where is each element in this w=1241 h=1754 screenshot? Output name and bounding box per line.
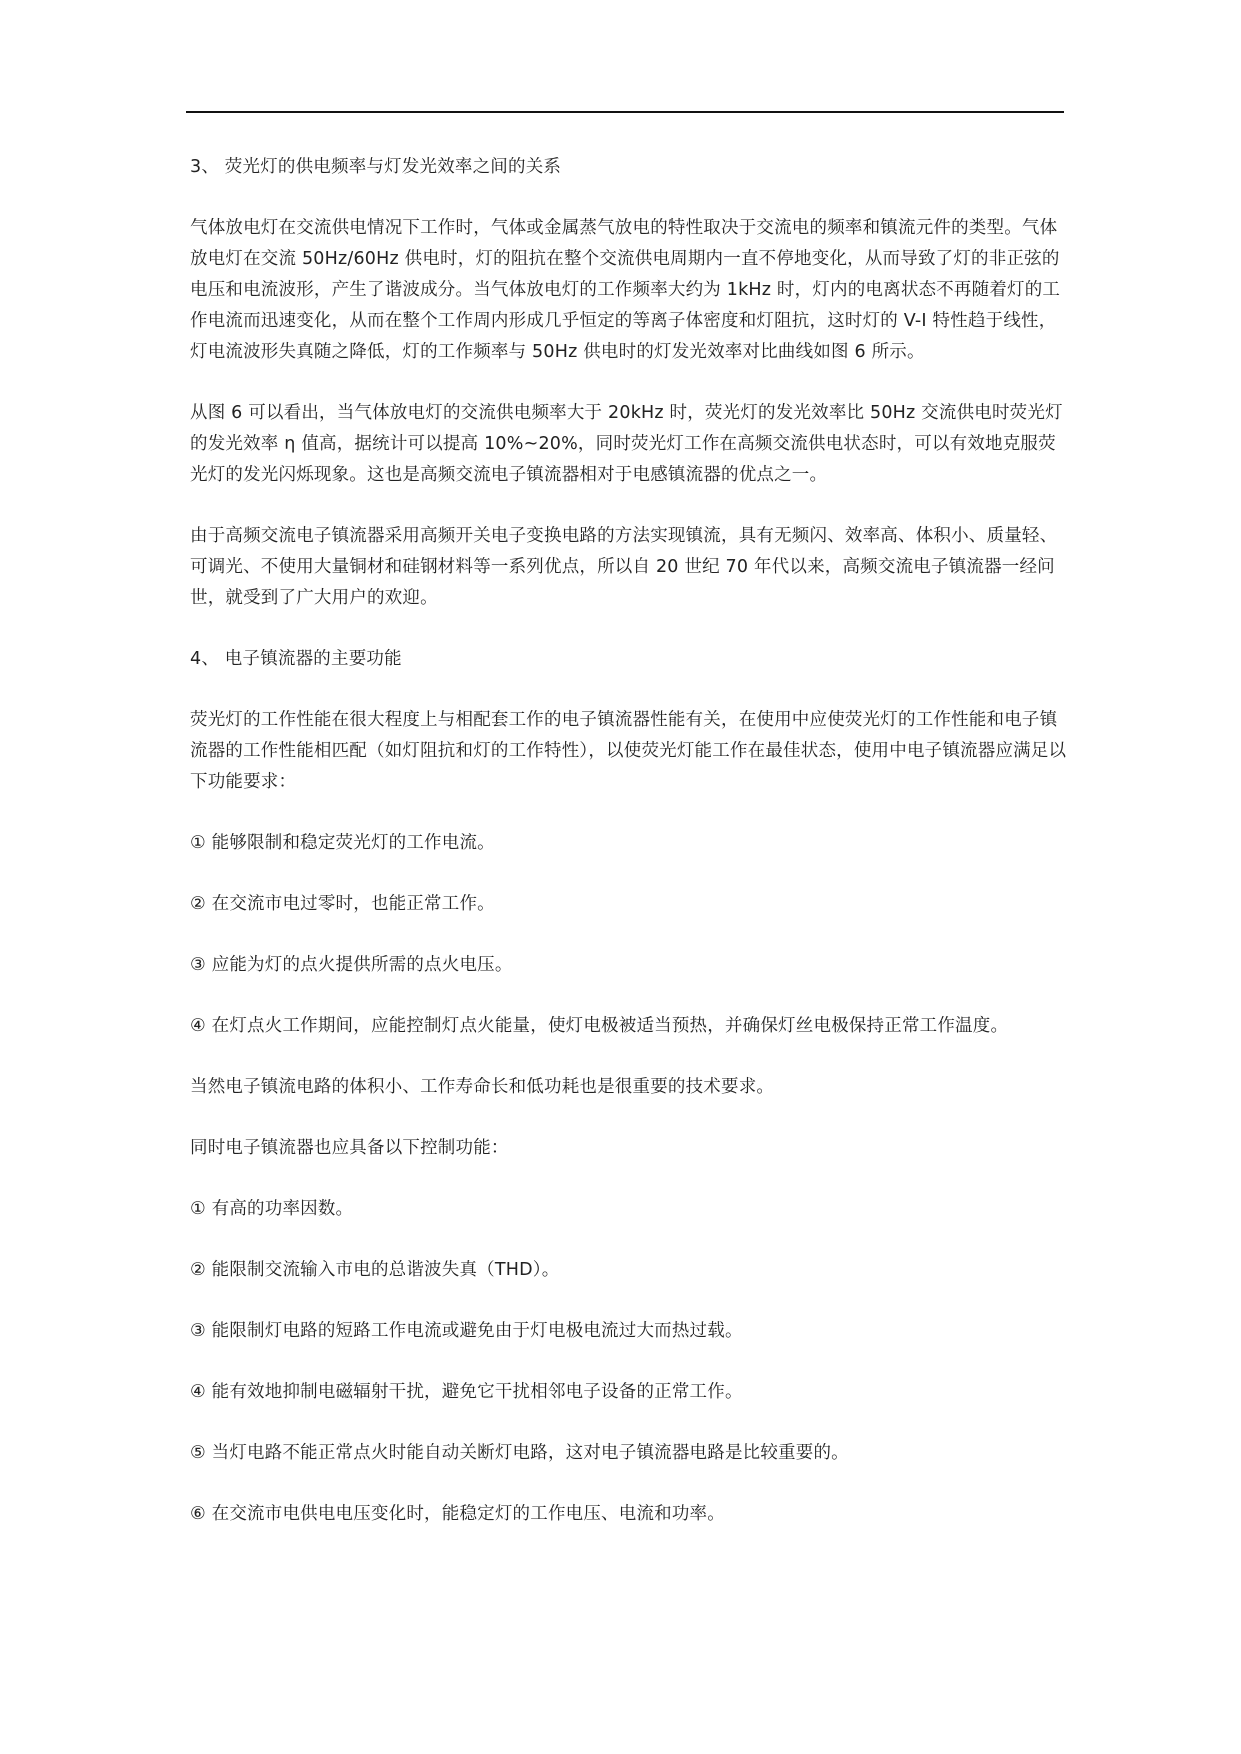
- paragraph-efficiency: 从图 6 可以看出，当气体放电灯的交流供电频率大于 20kHz 时，荧光灯的发光效率比 50Hz 交流供电时荧光灯的发光效率 η 值高，据统计可以提高 10%~20%，同时荧光灯工作在高频交流供电状态时，可以有效地克服荧光灯的发光闪烁现象。这也是高频交流电子镇流器相对于电感镇流器的优点之一。: [190, 403, 1063, 485]
- requirement-item: ① 能够限制和稳定荧光灯的工作电流。: [190, 833, 495, 853]
- control-function-item: ② 能限制交流输入市电的总谐波失真（THD）。: [190, 1260, 560, 1280]
- requirement-item: ② 在交流市电过零时，也能正常工作。: [190, 894, 495, 914]
- document-body: [190, 152, 1070, 1530]
- paragraph-advantages: 由于高频交流电子镇流器采用高频开关电子变换电路的方法实现镇流，具有无频闪、效率高、体积小、质量轻、可调光、不使用大量铜材和硅钢材料等一系列优点，所以自 20 世纪 70 年代以来，高频交流电子镇流器一经问世，就受到了广大用户的欢迎。: [190, 526, 1058, 608]
- requirement-item: ④ 在灯点火工作期间，应能控制灯点火能量，使灯电极被适当预热，并确保灯丝电极保持正常工作温度。: [190, 1016, 1009, 1036]
- section-heading-4: 4、 电子镇流器的主要功能: [190, 649, 402, 669]
- control-function-item: ① 有高的功率因数。: [190, 1199, 354, 1219]
- header-rule: [186, 111, 1064, 113]
- section-heading-3: 3、 荧光灯的供电频率与灯发光效率之间的关系: [190, 157, 562, 177]
- control-function-item: ③ 能限制灯电路的短路工作电流或避免由于灯电极电流过大而热过载。: [190, 1321, 743, 1341]
- control-function-item: ⑤ 当灯电路不能正常点火时能自动关断灯电路，这对电子镇流器电路是比较重要的。: [190, 1443, 849, 1463]
- paragraph-tech-requirements: 当然电子镇流电路的体积小、工作寿命长和低功耗也是很重要的技术要求。: [190, 1077, 775, 1097]
- paragraph-performance: 荧光灯的工作性能在很大程度上与相配套工作的电子镇流器性能有关，在使用中应使荧光灯的工作性能和电子镇流器的工作性能相匹配（如灯阻抗和灯的工作特性），以使荧光灯能工作在最佳状态，使用中电子镇流器应满足以下功能要求：: [190, 710, 1067, 792]
- paragraph-gas-discharge: 气体放电灯在交流供电情况下工作时，气体或金属蒸气放电的特性取决于交流电的频率和镇流元件的类型。气体放电灯在交流 50Hz/60Hz 供电时，灯的阻抗在整个交流供电周期内一直不停地变化，从而导致了灯的非正弦的电压和电流波形，产生了谐波成分。当气体放电灯的工作频率大约为 1kHz 时，灯内的电离状态不再随着灯的工作电流而迅速变化，从而在整个工作周内形成几乎恒定的等离子体密度和灯阻抗，这时灯的 V-I 特性趋于线性，灯电流波形失真随之降低，灯的工作频率与 50Hz 供电时的灯发光效率对比曲线如图 6 所示。: [190, 218, 1061, 362]
- control-function-item: ⑥ 在交流市电供电电压变化时，能稳定灯的工作电压、电流和功率。: [190, 1504, 725, 1524]
- requirement-item: ③ 应能为灯的点火提供所需的点火电压。: [190, 955, 513, 975]
- paragraph-control-intro: 同时电子镇流器也应具备以下控制功能：: [190, 1138, 509, 1158]
- control-function-item: ④ 能有效地抑制电磁辐射干扰，避免它干扰相邻电子设备的正常工作。: [190, 1382, 743, 1402]
